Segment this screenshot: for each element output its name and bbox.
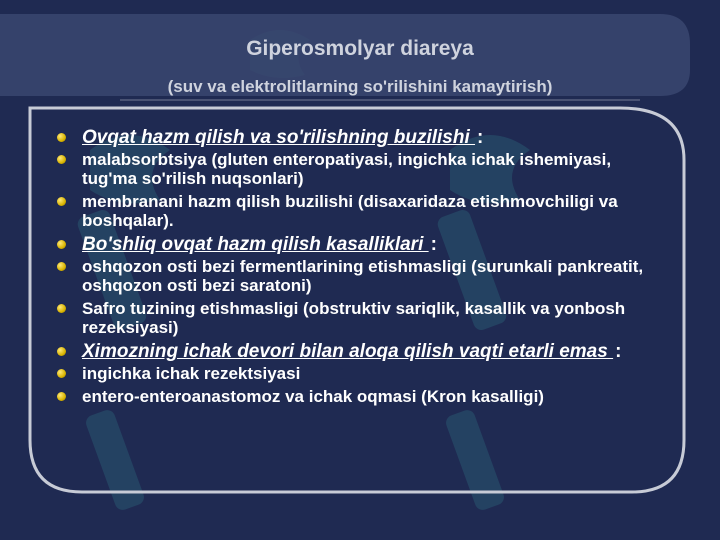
item-text: entero-enteroanastomoz va ichak oqmasi (Kron kasalligi) xyxy=(82,387,544,406)
item-text: ingichka ichak rezektsiyasi xyxy=(82,364,301,383)
bullet-icon xyxy=(57,133,66,142)
bullet-icon xyxy=(57,155,66,164)
bullet-list xyxy=(55,127,655,410)
list-item xyxy=(55,150,655,188)
bullet-icon xyxy=(57,347,66,356)
bullet-icon xyxy=(57,240,66,249)
item-suffix: : xyxy=(615,341,622,362)
list-item xyxy=(55,192,655,230)
list-item xyxy=(55,387,655,406)
list-item xyxy=(55,299,655,337)
item-text: Safro tuzining etishmasligi (obstruktiv sariqlik, kasallik va yonbosh rezeksiyasi) xyxy=(82,299,626,337)
slide-title: Giperosmolyar diareya xyxy=(246,37,474,60)
item-text: malabsorbtsiya (gluten enteropatiyasi, ingichka ichak ishemiyasi, tug'ma so'rilish nuqsonlari) xyxy=(82,150,612,188)
item-text: Bo'shliq ovqat hazm qilish kasalliklari xyxy=(82,234,429,255)
item-suffix: : xyxy=(430,234,437,255)
bullet-icon xyxy=(57,197,66,206)
list-item xyxy=(55,364,655,383)
bullet-icon xyxy=(57,369,66,378)
section-heading-item xyxy=(55,341,655,362)
section-heading-item xyxy=(55,234,655,255)
item-text: Ovqat hazm qilish va so'rilishning buzilishi xyxy=(82,127,476,148)
item-text: oshqozon osti bezi fermentlarining etishmasligi (surunkali pankreatit, oshqozon osti bezi saratoni) xyxy=(82,257,644,295)
item-text: membranani hazm qilish buzilishi (disaxaridaza etishmovchiligi va boshqalar). xyxy=(82,192,618,230)
section-heading-item xyxy=(55,127,655,148)
item-suffix: : xyxy=(477,127,484,148)
bullet-icon xyxy=(57,392,66,401)
list-item xyxy=(55,257,655,295)
bullet-icon xyxy=(57,262,66,271)
bullet-icon xyxy=(57,304,66,313)
slide-subtitle: (suv va elektrolitlarning so'rilishini kamaytirish) xyxy=(167,77,553,96)
item-text: Ximozning ichak devori bilan aloqa qilish vaqti etarli emas xyxy=(82,341,614,362)
